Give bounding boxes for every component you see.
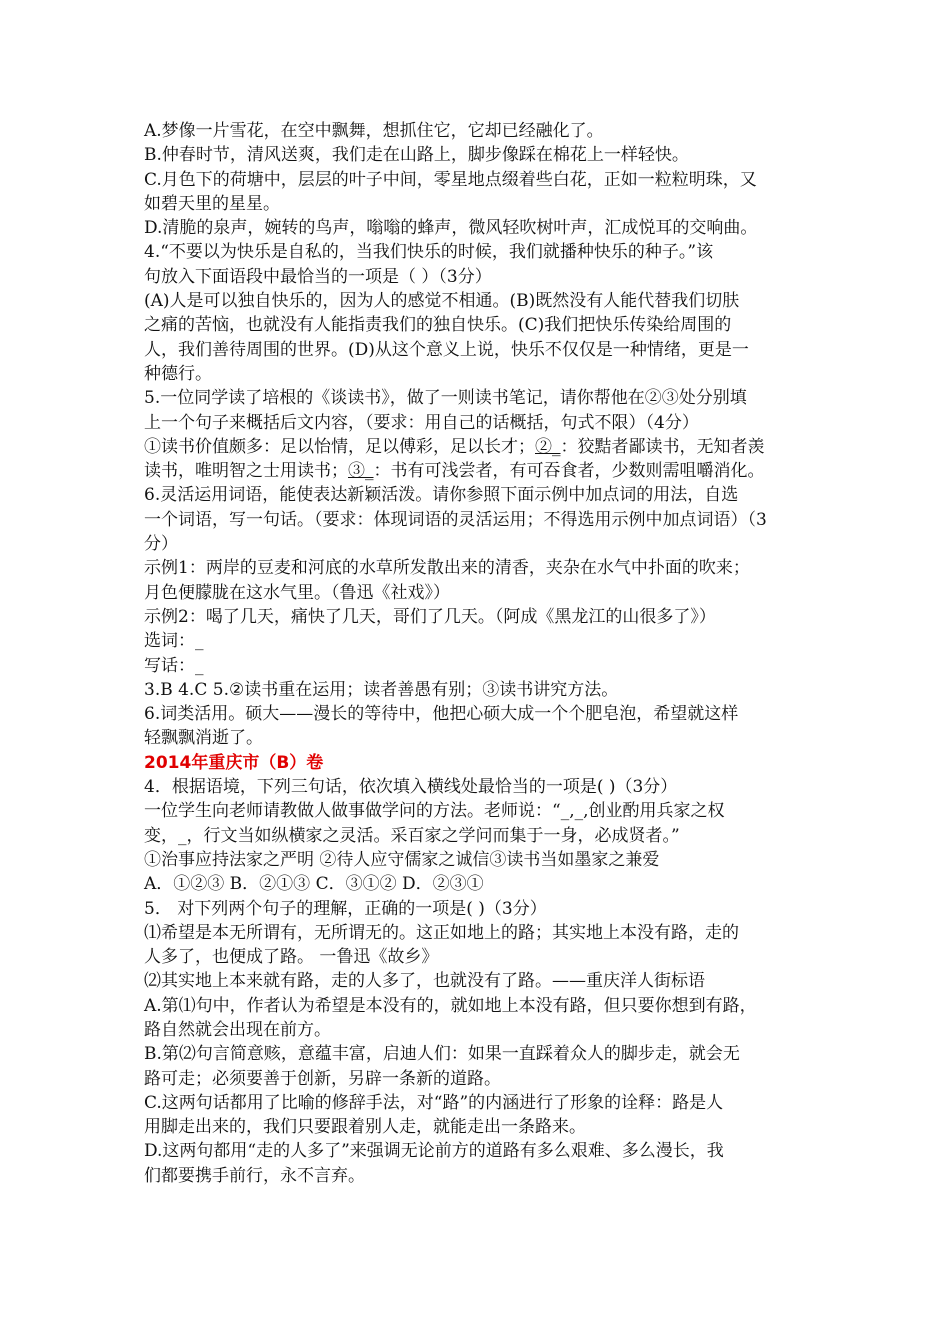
text-line: C.这两句话都用了比喻的修辞手法，对“路”的内涵进行了形象的诠释：路是人 [144, 1092, 724, 1113]
document-page [144, 119, 824, 1188]
text-line: 一位学生向老师请教做人做事做学问的方法。老师说：“_,_,创业酌用兵家之权 [144, 801, 725, 822]
text-line: B.第⑵句言简意赅，意蕴丰富，启迪人们：如果一直踩着众人的脚步走，就会无 [144, 1044, 740, 1065]
text-line: 写话：_ [144, 655, 204, 676]
text-line: 示例1：两岸的豆麦和河底的水草所发散出来的清香，夹杂在水气中扑面的吹来； [144, 558, 750, 579]
text-line: 变，_，行文当如纵横家之灵活。采百家之学问而集于一身，必成贤者。” [144, 825, 680, 846]
text-line: 4．根据语境，下列三句话，依次填入横线处最恰当的一项是( )（3分） [144, 777, 678, 798]
text-line-q5-2 [144, 459, 824, 483]
text-line: 一个词语，写一句话。（要求：体现词语的灵活运用；不得选用示例中加点词语）（3 [144, 509, 767, 530]
answer-line: 3.B 4.C 5.②读书重在运用；读者善愚有别；③读书讲究方法。 [144, 679, 619, 700]
text-line: 用脚走出来的，我们只要跟着别人走，就能走出一条路来。 [144, 1117, 586, 1138]
text-line: A．①②③ B．②①③ C．③①② D．②③① [144, 874, 484, 895]
text-line: A.梦像一片雪花，在空中飘舞，想抓住它，它却已经融化了。 [144, 121, 604, 141]
text-line: A.第⑴句中，作者认为希望是本没有的，就如地上本没有路，但只要你想到有路， [144, 995, 757, 1016]
text-segment: ①读书价值颇多：足以怡情，足以傅彩，足以长才； [144, 436, 535, 457]
answer-line: 轻飘飘消逝了。 [144, 728, 263, 749]
section-heading: 2014年重庆市（B）卷 [144, 752, 324, 773]
blank-2: ②_ [535, 436, 561, 457]
text-line: C.月色下的荷塘中，层层的叶子中间，零星地点缀着些白花，正如一粒粒明珠，又 [144, 169, 757, 190]
text-line: 5.一位同学读了培根的《谈读书》，做了一则读书笔记，请你帮他在②③处分别填 [144, 388, 747, 409]
text-line: B.仲春时节，清风送爽，我们走在山路上，脚步像踩在棉花上一样轻快。 [144, 145, 689, 166]
text-line: 人多了，也便成了路。 一鲁迅《故乡》 [144, 947, 439, 968]
text-line: 如碧天里的星星。 [144, 193, 280, 214]
text-line: 示例2：喝了几天，痛快了几天，哥们了几天。（阿成《黑龙江的山很多了》） [144, 606, 716, 627]
text-line: 上一个句子来概括后文内容，（要求：用自己的话概括，句式不限）（4分） [144, 412, 699, 433]
text-line: 选词：_ [144, 631, 204, 652]
text-line: 之痛的苦恼，也就没有人能指责我们的独自快乐。(C)我们把快乐传染给周围的 [144, 315, 732, 336]
text-line: 4.“不要以为快乐是自私的，当我们快乐的时候，我们就播种快乐的种子。”该 [144, 242, 714, 263]
text-line-q5-1 [144, 435, 824, 459]
text-line: D.清脆的泉声，婉转的鸟声，嗡嗡的蜂声，微风轻吹树叶声，汇成悦耳的交响曲。 [144, 218, 758, 239]
answer-line: 6.词类活用。硕大——漫长的等待中，他把心硕大成一个个肥皂泡，希望就这样 [144, 704, 739, 725]
text-line: D.这两句都用“走的人多了”来强调无论前方的道路有多么艰难、多么漫长，我 [144, 1141, 724, 1162]
text-line: 们都要携手前行，永不言弃。 [144, 1165, 365, 1186]
text-line: 6.灵活运用词语，能使表达新颖活泼。请你参照下面示例中加点词的用法，自选 [144, 485, 739, 506]
text-line: ①治事应持法家之严明 ②待人应守儒家之诚信③读书当如墨家之兼爱 [144, 849, 660, 870]
text-line: 5． 对下列两个句子的理解，正确的一项是( )（3分） [144, 898, 547, 919]
text-line: 月色便朦胧在这水气里。（鲁迅《社戏》） [144, 582, 450, 603]
text-line: ⑵其实地上本来就有路，走的人多了，也就没有了路。——重庆洋人街标语 [144, 971, 705, 992]
text-line: 分） [144, 534, 178, 555]
blank-3: ③_ [348, 461, 374, 482]
text-line: (A)人是可以独自快乐的，因为人的感觉不相通。(B)既然没有人能代替我们切肤 [144, 291, 740, 312]
text-line: 路可走；必须要善于创新，另辟一条新的道路。 [144, 1068, 501, 1089]
text-line: 句放入下面语段中最恰当的一项是（ ）（3分） [144, 266, 492, 287]
text-line: 种德行。 [144, 363, 212, 384]
text-segment: ：狡黠者鄙读书，无知者羡 [560, 436, 765, 457]
text-segment: ：书有可浅尝者，有可吞食者，少数则需咀嚼消化。 [373, 461, 765, 482]
text-line: ⑴希望是本无所谓有，无所谓无的。这正如地上的路；其实地上本没有路，走的 [144, 922, 739, 943]
text-line: 路自然就会出现在前方。 [144, 1019, 331, 1040]
text-segment: 读书，唯明智之士用读书； [144, 461, 348, 482]
text-line: 人，我们善待周围的世界。(D)从这个意义上说，快乐不仅仅是一种情绪，更是一 [144, 339, 749, 360]
